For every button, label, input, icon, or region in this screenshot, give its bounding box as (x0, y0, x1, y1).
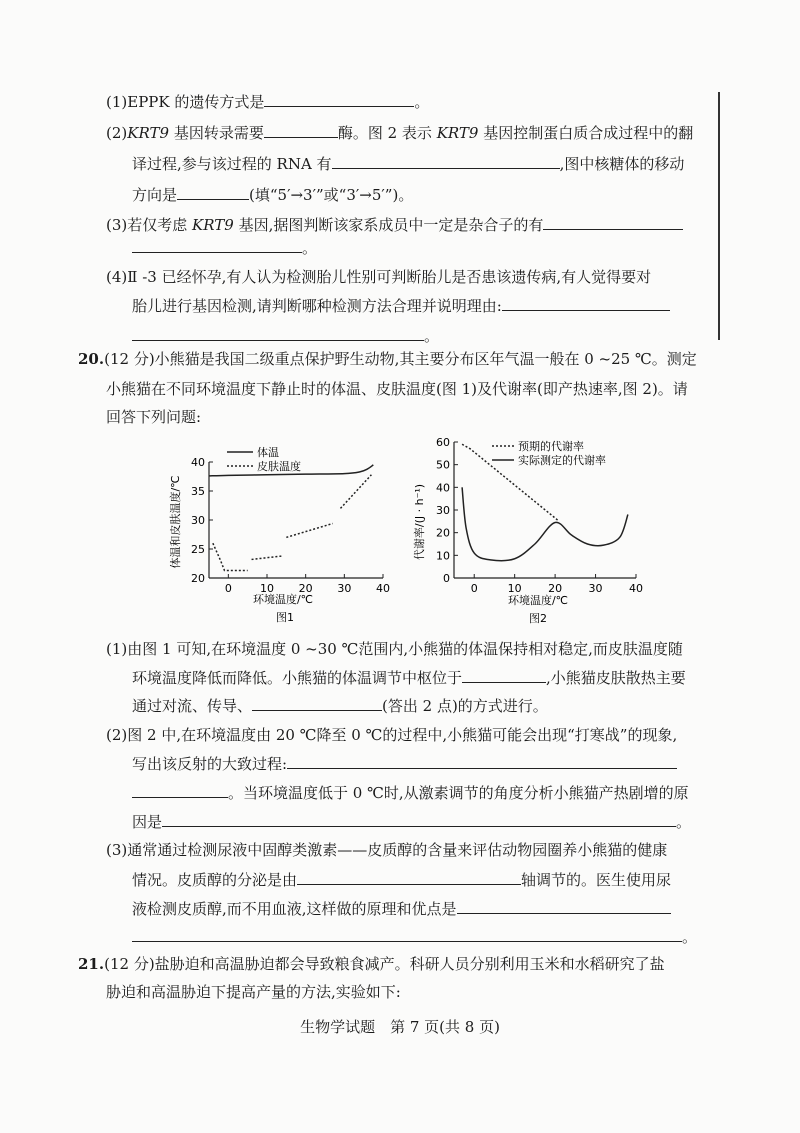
fig2-y-tick-label: 20 (436, 526, 450, 540)
legend-expected-rate: 预期的代谢率 (518, 440, 584, 453)
fig1-series-2-line (286, 523, 332, 537)
answer-blank[interactable] (132, 927, 682, 942)
fig1-x-tick-label: 0 (224, 582, 232, 595)
q19-part2-line2: 译过程,参与该过程的 RNA 有 ,图中核糖体的移动 (132, 155, 685, 173)
q20-s1-line1: (1)由图 1 可知,在环境温度 0 ~30 ℃范围内,小熊猫的体温保持相对稳定,而皮肤温度随 (106, 640, 683, 658)
fig2-x-tick-label: 0 (470, 582, 478, 595)
answer-blank[interactable] (462, 668, 546, 683)
figure-1-legend (227, 445, 301, 473)
fig1-series-2-line (340, 475, 371, 509)
q19-part2-line3: 方向是 (填“5′→3′”或“3′→5′”)。 (132, 186, 414, 204)
fig2-y-tick-label: 30 (436, 504, 450, 517)
fig1-series-2-line (252, 556, 283, 559)
page-margin-line (718, 92, 720, 340)
fig2-x-tick-label: 30 (588, 582, 603, 595)
legend-body-temp: 体温 (257, 446, 279, 459)
figure-2-ylabel: 代谢率/(J · h⁻¹) (413, 483, 426, 561)
answer-blank[interactable] (297, 870, 521, 885)
q20-s2-line4: 因是 。 (132, 813, 692, 831)
fig1-x-tick-label: 10 (260, 582, 274, 595)
fig1-y-tick-label: 40 (191, 456, 205, 469)
fig2-y-tick-label: 10 (436, 549, 450, 563)
answer-blank[interactable] (177, 185, 249, 200)
answer-blank[interactable] (543, 215, 683, 230)
legend-skin-temp: 皮肤温度 (257, 460, 301, 473)
figure-2-legend (492, 439, 606, 467)
q20-s2-line3: 。当环境温度低于 0 ℃时,从激素调节的角度分析小熊猫产热剧增的原 (132, 783, 689, 802)
q20-stem-line2: 小熊猫在不同环境温度下静止时的体温、皮肤温度(图 1)及代谢率(即产热速率,图 2)。请 (106, 380, 688, 398)
q20-s3-line4: 。 (132, 927, 697, 946)
answer-blank[interactable] (457, 899, 671, 914)
answer-blank[interactable] (132, 326, 424, 341)
fig1-x-tick-label: 40 (376, 582, 390, 595)
figure-2-chart (410, 434, 650, 626)
answer-blank[interactable] (132, 238, 302, 253)
figure-1-caption: 图1 (276, 611, 294, 624)
q19-part4-line3: 。 (132, 326, 439, 345)
q20-s3-line3: 液检测皮质醇,而不用血液,这样做的原理和优点是 (132, 899, 671, 918)
answer-blank[interactable] (264, 123, 338, 138)
fig2-y-tick-label: 0 (443, 572, 450, 585)
q20-s1-line2: 环境温度降低而降低。小熊猫的体温调节中枢位于 ,小熊猫皮肤散热主要 (132, 669, 686, 687)
q19-part4-line1: (4)Ⅱ -3 已经怀孕,有人认为检测胎儿性别可判断胎儿是否患该遗传病,有人觉得要对 (106, 268, 652, 286)
fig2-y-tick-label: 60 (436, 436, 450, 449)
figure-1-ylabel: 体温和皮肤温度/℃ (169, 475, 182, 569)
answer-blank[interactable] (252, 696, 382, 711)
q20-stem-line3: 回答下列问题: (106, 408, 202, 426)
fig2-x-tick-label: 40 (629, 582, 643, 595)
q19-part4-line2: 胎儿进行基因检测,请判断哪种检测方法合理并说明理由: (132, 296, 670, 315)
fig2-x-tick-label: 10 (507, 582, 522, 595)
answer-blank[interactable] (332, 154, 560, 169)
fig2-series-2-line (462, 487, 628, 560)
fig1-y-tick-label: 20 (191, 572, 205, 585)
figure-1-xlabel: 环境温度/℃ (252, 593, 314, 606)
answer-blank[interactable] (502, 296, 670, 311)
q21-header: 21.(12 分)盐胁迫和高温胁迫都会导致粮食减产。科研人员分别利用玉米和水稻研究了盐 (78, 955, 665, 973)
q21-stem-line2: 胁迫和高温胁迫下提高产量的方法,实验如下: (106, 983, 401, 1001)
answer-blank[interactable] (287, 754, 677, 769)
fig1-series-2-line (213, 543, 248, 570)
q19-part3-line1: (3)若仅考虑 KRT9 基因,据图判断该家系成员中一定是杂合子的有 (106, 215, 683, 234)
q19-part3-line2: 。 (132, 238, 317, 257)
figure-2-xlabel: 环境温度/℃ (507, 594, 569, 607)
page-footer: 生物学试题 第 7 页(共 8 页) (300, 1018, 500, 1036)
q20-s2-line1: (2)图 2 中,在环境温度由 20 ℃降至 0 ℃的过程中,小熊猫可能会出现“打寒战”的现象, (106, 726, 678, 744)
q20-s2-line2: 写出该反射的大致过程: (132, 754, 677, 773)
q19-part2-line1: (2)KRT9 基因转录需要 酶。图 2 表示 KRT9 基因控制蛋白质合成过程中的翻 (106, 124, 694, 142)
q20-s1-line3: 通过对流、传导、 (答出 2 点)的方式进行。 (132, 697, 548, 715)
fig1-y-tick-label: 35 (191, 485, 205, 498)
answer-blank[interactable] (132, 783, 228, 798)
answer-blank[interactable] (264, 92, 414, 107)
fig1-x-tick-label: 20 (298, 582, 313, 595)
fig2-y-tick-label: 50 (436, 458, 450, 472)
fig2-y-tick-label: 40 (436, 481, 450, 495)
fig1-x-tick-label: 30 (337, 582, 352, 595)
q20-header: 20.(12 分)小熊猫是我国二级重点保护野生动物,其主要分布区年气温一般在 0 ~25 ℃。测定 (78, 350, 697, 368)
fig1-y-tick-label: 25 (191, 543, 205, 556)
legend-measured-rate: 实际测定的代谢率 (518, 454, 606, 467)
q20-s3-line1: (3)通常通过检测尿液中固醇类激素——皮质醇的含量来评估动物园圈养小熊猫的健康 (106, 841, 668, 859)
answer-blank[interactable] (162, 812, 676, 827)
fig2-x-tick-label: 20 (548, 582, 563, 595)
figure-2-caption: 图2 (529, 612, 547, 625)
q20-s3-line2: 情况。皮质醇的分泌是由 轴调节的。医生使用尿 (132, 871, 672, 889)
q19-part1: (1)EPPK 的遗传方式是 。 (106, 93, 430, 111)
fig1-y-tick-label: 30 (191, 514, 205, 527)
figure-1-chart (165, 440, 395, 625)
